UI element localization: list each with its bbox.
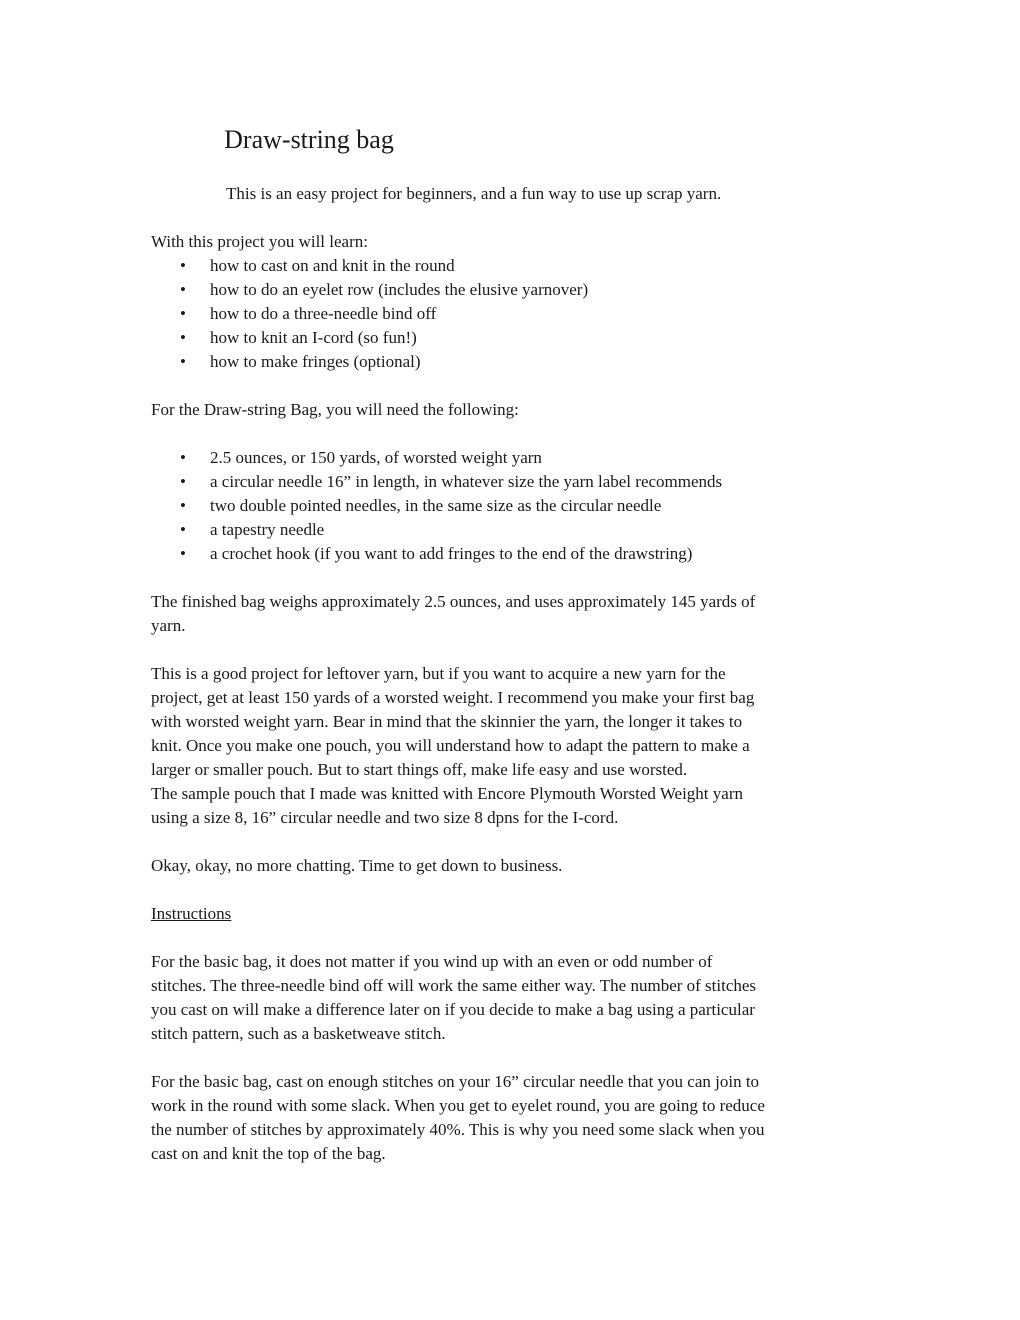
- text-line: For the basic bag, it does not matter if you wind up with an even or odd number of: [151, 952, 713, 971]
- bullet-icon: •: [180, 304, 186, 323]
- text-line: work in the round with some slack. When you get to eyelet round, you are going to reduce: [151, 1096, 765, 1115]
- text-line: The sample pouch that I made was knitted with Encore Plymouth Worsted Weight yarn: [151, 784, 743, 803]
- list-item: • how to make fringes (optional): [151, 350, 871, 374]
- instructions-heading-text: Instructions: [151, 904, 232, 923]
- bullet-icon: •: [180, 448, 186, 467]
- text-line: For the basic bag, cast on enough stitches on your 16” circular needle that you can join to: [151, 1072, 760, 1091]
- list-item: • a circular needle 16” in length, in whatever size the yarn label recommends: [151, 470, 871, 494]
- basic-bag-paragraph-2: [151, 1070, 871, 1166]
- text-line: using a size 8, 16” circular needle and two size 8 dpns for the I-cord.: [151, 808, 619, 827]
- basic-bag-paragraph-1: [151, 950, 871, 1046]
- bullet-icon: •: [180, 544, 186, 563]
- list-item: • a crochet hook (if you want to add fringes to the end of the drawstring): [151, 542, 871, 566]
- list-item: • two double pointed needles, in the same size as the circular needle: [151, 494, 871, 518]
- list-item: • a tapestry needle: [151, 518, 871, 542]
- text-line: yarn.: [151, 616, 186, 635]
- text-line: cast on and knit the top of the bag.: [151, 1144, 386, 1163]
- text-line: you cast on will make a difference later on if you decide to make a bag using a particular: [151, 1000, 755, 1019]
- bullet-icon: •: [180, 352, 186, 371]
- text-line: knit. Once you make one pouch, you will understand how to adapt the pattern to make a: [151, 736, 750, 755]
- bullet-icon: •: [180, 496, 186, 515]
- bullet-icon: •: [180, 472, 186, 491]
- leftover-paragraph: [151, 662, 871, 830]
- bullet-icon: •: [180, 520, 186, 539]
- text-line: This is a good project for leftover yarn, but if you want to acquire a new yarn for the: [151, 664, 726, 683]
- list-item: • how to do a three-needle bind off: [151, 302, 871, 326]
- list-item: • how to cast on and knit in the round: [151, 254, 871, 278]
- list-item: • how to knit an I-cord (so fun!): [151, 326, 871, 350]
- list-item: • 2.5 ounces, or 150 yards, of worsted weight yarn: [151, 446, 871, 470]
- bullet-icon: •: [180, 280, 186, 299]
- learn-list: [151, 254, 871, 374]
- text-line: stitch pattern, such as a basketweave stitch.: [151, 1024, 446, 1043]
- text-line: the number of stitches by approximately 40%. This is why you need some slack when you: [151, 1120, 765, 1139]
- learn-lead: With this project you will learn:: [151, 232, 368, 251]
- learn-section: [151, 230, 871, 374]
- intro-paragraph: This is an easy project for beginners, and a fun way to use up scrap yarn.: [226, 184, 722, 203]
- bullet-icon: •: [180, 256, 186, 275]
- text-line: larger or smaller pouch. But to start things off, make life easy and use worsted.: [151, 760, 688, 779]
- needs-list: [151, 446, 871, 566]
- list-item: • how to do an eyelet row (includes the elusive yarnover): [151, 278, 871, 302]
- weight-paragraph: [151, 590, 871, 638]
- instructions-heading: [151, 902, 871, 926]
- text-line: stitches. The three-needle bind off will work the same either way. The number of stitches: [151, 976, 757, 995]
- text-line: The finished bag weighs approximately 2.5 ounces, and uses approximately 145 yards of: [151, 592, 756, 611]
- text-line: with worsted weight yarn. Bear in mind that the skinnier the yarn, the longer it takes to: [151, 712, 743, 731]
- needs-lead: For the Draw-string Bag, you will need the following:: [151, 400, 519, 419]
- text-line: project, get at least 150 yards of a worsted weight. I recommend you make your first bag: [151, 688, 755, 707]
- bullet-icon: •: [180, 328, 186, 347]
- okay-paragraph: Okay, okay, no more chatting. Time to get down to business.: [151, 856, 563, 875]
- document-title: Draw-string bag: [224, 125, 394, 154]
